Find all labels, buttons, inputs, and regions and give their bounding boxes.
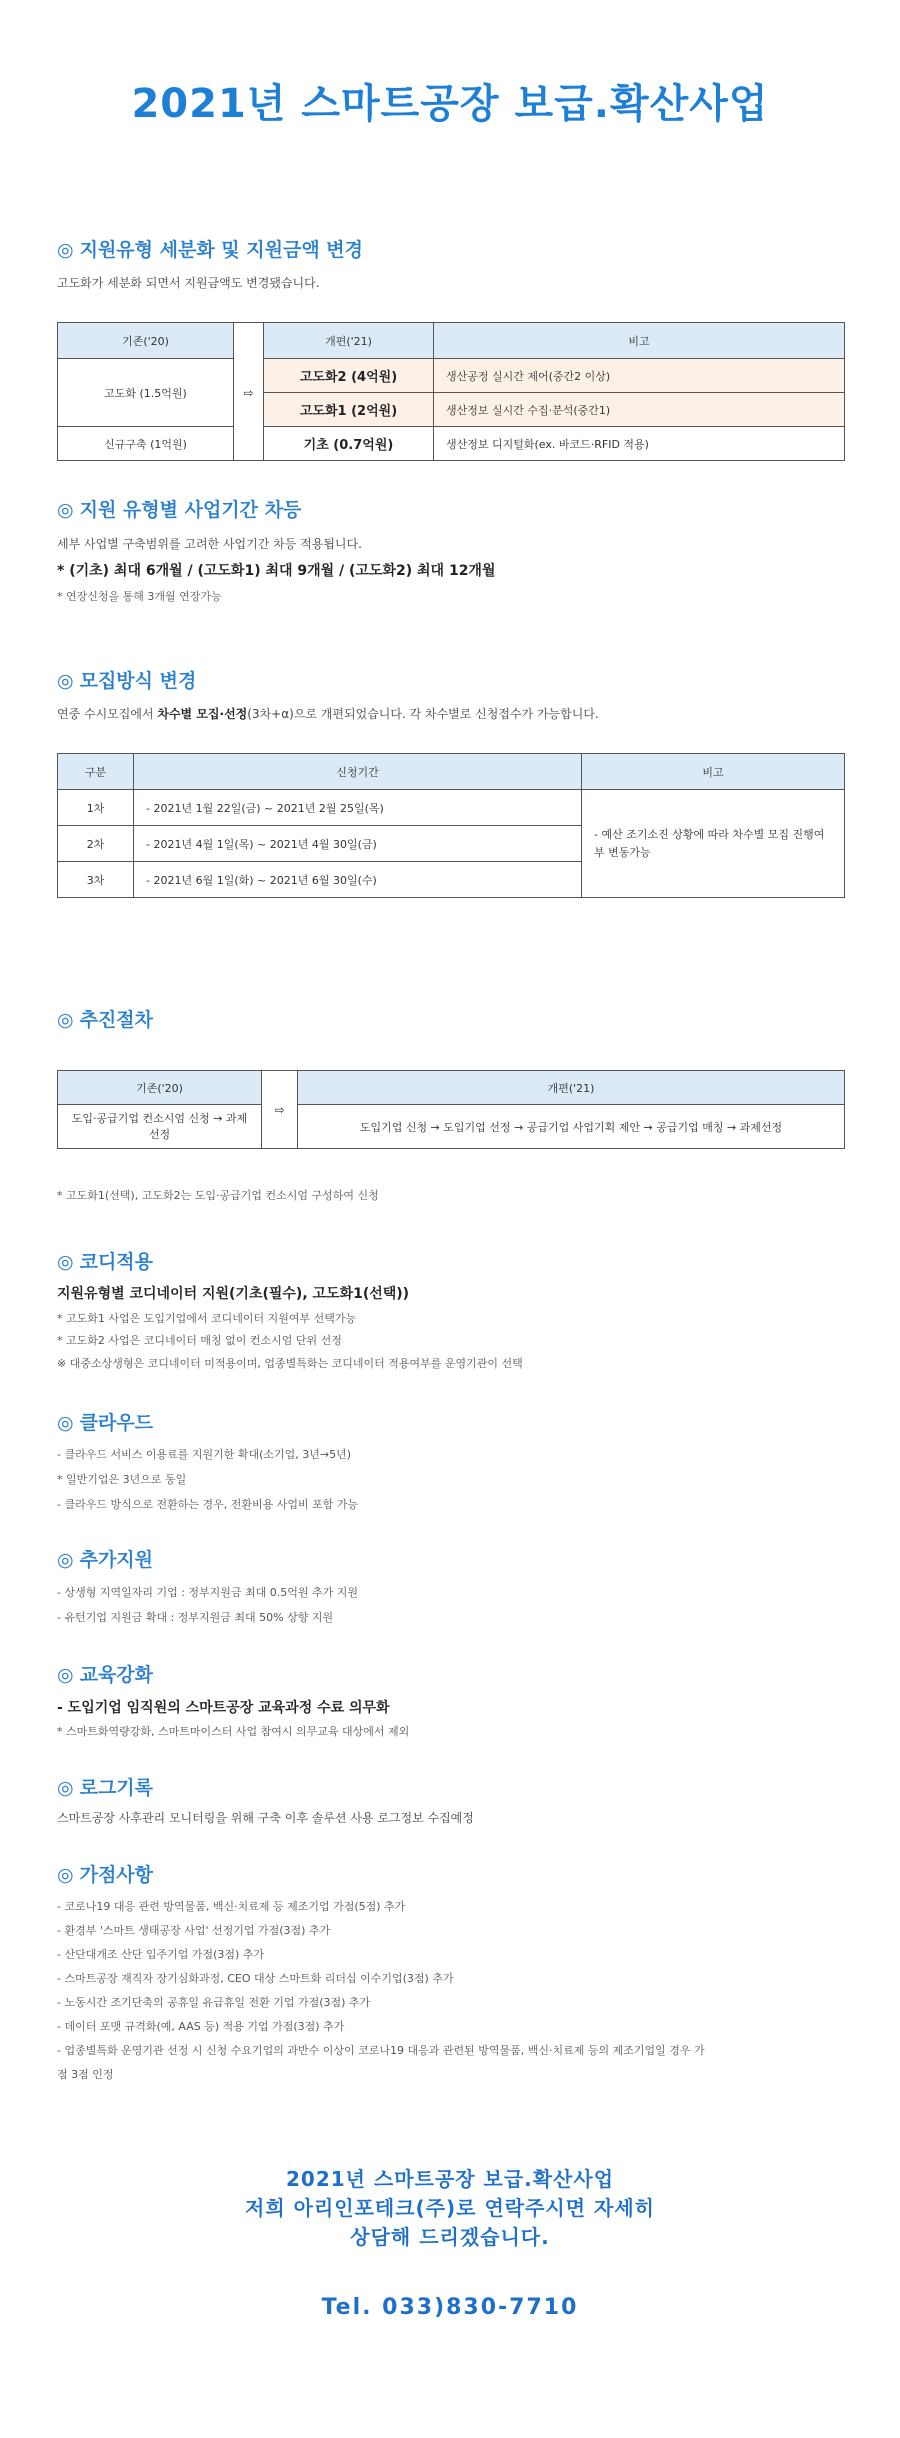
footer-line: 저희 아리인포테크(주)로 연락주시면 자세히 bbox=[245, 2196, 655, 2220]
section-note: * 고도화1(선택), 고도화2는 도입·공급기업 컨소시엄 구성하여 신청 bbox=[57, 1189, 379, 1202]
table-header: 기존('20) bbox=[58, 323, 234, 359]
bullet-mark: ◎ bbox=[57, 1549, 74, 1571]
footer-line: 2021년 스마트공장 보급.확산사업 bbox=[285, 2167, 615, 2191]
list-item: * 고도화1 사업은 도입기업에서 코디네이터 지원여부 선택가능 bbox=[57, 1312, 357, 1325]
table-cell: 생산공정 실시간 제어(중간2 이상) bbox=[434, 359, 845, 393]
table-header: 개편('21) bbox=[264, 323, 434, 359]
section-title-education: ◎ 교육강화 bbox=[57, 1664, 154, 1686]
list-item: - 상생형 지역일자리 기업 : 정부지원금 최대 0.5억원 추가 지원 bbox=[57, 1586, 359, 1599]
list-item: 점 3점 인정 bbox=[57, 2068, 114, 2081]
table-cell: 1차 bbox=[58, 790, 134, 826]
bullet-mark: ◎ bbox=[57, 1009, 74, 1031]
table-header: 신청기간 bbox=[134, 754, 582, 790]
bullet-mark: ◎ bbox=[57, 499, 74, 521]
section-desc: 고도화가 세분화 되면서 지원금액도 변경됐습니다. bbox=[57, 276, 320, 290]
section-bold-text: - 도입기업 임직원의 스마트공장 교육과정 수료 의무화 bbox=[57, 1700, 390, 1716]
table-header: 비고 bbox=[434, 323, 845, 359]
footer-line: 상담해 드리겠습니다. bbox=[350, 2225, 550, 2249]
section-desc: 스마트공장 사후관리 모니터링을 위해 구축 이후 솔루션 사용 로그정보 수집예정 bbox=[57, 1811, 474, 1825]
section-title-log: ◎ 로그기록 bbox=[57, 1777, 154, 1799]
table-cell: 고도화1 (2억원) bbox=[264, 393, 434, 427]
empty-cell bbox=[234, 323, 264, 359]
page-title: 2021년 스마트공장 보급.확산사업 bbox=[131, 81, 769, 127]
list-item: * 고도화2 사업은 코디네이터 매칭 없이 컨소시엄 단위 선정 bbox=[57, 1334, 342, 1347]
list-item: - 산단대개조 산단 입주기업 가점(3점) 추가 bbox=[57, 1948, 265, 1961]
bullet-mark: ◎ bbox=[57, 1777, 74, 1799]
table-cell: 고도화 (1.5억원) bbox=[58, 359, 234, 427]
list-item: - 유턴기업 지원금 확대 : 정부지원금 최대 50% 상향 지원 bbox=[57, 1611, 334, 1624]
section-bold-text: * (기초) 최대 6개월 / (고도화1) 최대 9개월 / (고도화2) 최대 12개월 bbox=[57, 563, 496, 579]
table-cell: 고도화2 (4억원) bbox=[264, 359, 434, 393]
list-item: - 환경부 '스마트 생태공장 사업' 선정기업 가점(3점) 추가 bbox=[57, 1924, 331, 1937]
bullet-mark: ◎ bbox=[57, 1664, 74, 1686]
list-item: ※ 대중소상생형은 코디네이터 미적용이며, 업종별특화는 코디네이터 적용여부를 운영기관이 선택 bbox=[57, 1357, 523, 1370]
section-title-period: ◎ 지원 유형별 사업기간 차등 bbox=[57, 499, 302, 521]
arrow-icon: ⇨ bbox=[262, 1071, 298, 1149]
bullet-mark: ◎ bbox=[57, 1864, 74, 1886]
table-cell: 생산정보 실시간 수집·분석(중간1) bbox=[434, 393, 845, 427]
section-note: * 연장신청을 통해 3개월 연장가능 bbox=[57, 590, 222, 603]
section-note: * 스마트화역량강화, 스마트마이스터 사업 참여시 의무교육 대상에서 제외 bbox=[57, 1725, 410, 1738]
list-item: - 스마트공장 재직자 장기심화과정, CEO 대상 스마트화 리더십 이수기업(3점) 추가 bbox=[57, 1972, 454, 1985]
table-cell: 기초 (0.7억원) bbox=[264, 427, 434, 461]
table-cell: 생산정보 디지털화(ex. 바코드·RFID 적용) bbox=[434, 427, 845, 461]
support-amount-table bbox=[57, 322, 845, 461]
bullet-mark: ◎ bbox=[57, 1412, 74, 1434]
list-item: - 데이터 포맷 규격화(예, AAS 등) 적용 기업 가점(3점) 추가 bbox=[57, 2020, 345, 2033]
section-title-cloud: ◎ 클라우드 bbox=[57, 1412, 154, 1434]
empty-cell bbox=[234, 427, 264, 461]
procedure-table bbox=[57, 1070, 845, 1149]
table-cell: - 2021년 1월 22일(금) ~ 2021년 2월 25일(목) bbox=[134, 790, 582, 826]
phone-number[interactable]: Tel. 033)830-7710 bbox=[321, 2295, 579, 2320]
section-title-support-types: ◎ 지원유형 세분화 및 지원금액 변경 bbox=[57, 239, 364, 261]
list-item: - 코로나19 대응 관련 방역물품, 백신·치료제 등 제조기업 가점(5점) 추가 bbox=[57, 1900, 406, 1913]
section-title-recruit: ◎ 모집방식 변경 bbox=[57, 670, 197, 692]
bullet-mark: ◎ bbox=[57, 670, 74, 692]
list-item: - 업종별특화 운영기관 선정 시 신청 수요기업의 과반수 이상이 코로나19 대응과 관련된 방역물품, 백신·치료제 등의 제조기업일 경우 가 bbox=[57, 2044, 705, 2057]
recruit-schedule-table bbox=[57, 753, 845, 898]
table-header: 비고 bbox=[582, 754, 845, 790]
section-desc: 연중 수시모집에서 차수별 모집·선정(3차+α)으로 개편되었습니다. 각 차수별로 신청접수가 가능합니다. bbox=[57, 707, 599, 721]
section-title-procedure: ◎ 추진절차 bbox=[57, 1009, 154, 1031]
table-cell: - 2021년 4월 1일(목) ~ 2021년 4월 30일(금) bbox=[134, 826, 582, 862]
list-item: - 클라우드 서비스 이용료를 지원기한 확대(소기업, 3년→5년) bbox=[57, 1448, 352, 1461]
bullet-mark: ◎ bbox=[57, 1251, 74, 1273]
section-title-extra-support: ◎ 추가지원 bbox=[57, 1549, 154, 1571]
section-title-coordi: ◎ 코디적용 bbox=[57, 1251, 154, 1273]
arrow-icon: ⇨ bbox=[234, 359, 264, 427]
table-cell: - 예산 조기소진 상황에 따라 차수별 모집 진행여부 변동가능 bbox=[582, 790, 845, 898]
section-bold-text: 지원유형별 코디네이터 지원(기초(필수), 고도화1(선택)) bbox=[57, 1286, 410, 1302]
table-header: 기존('20) bbox=[58, 1071, 262, 1105]
table-header: 구분 bbox=[58, 754, 134, 790]
list-item: - 노동시간 조기단축의 공휴일 유급휴일 전환 기업 가점(3점) 추가 bbox=[57, 1996, 371, 2009]
table-cell: 2차 bbox=[58, 826, 134, 862]
table-cell: - 2021년 6월 1일(화) ~ 2021년 6월 30일(수) bbox=[134, 862, 582, 898]
list-item: * 일반기업은 3년으로 동일 bbox=[57, 1473, 187, 1486]
table-header: 개편('21) bbox=[298, 1071, 845, 1105]
section-title-bonus: ◎ 가점사항 bbox=[57, 1864, 154, 1886]
bullet-mark: ◎ bbox=[57, 239, 74, 261]
list-item: - 클라우드 방식으로 전환하는 경우, 전환비용 사업비 포함 가능 bbox=[57, 1498, 359, 1511]
section-desc: 세부 사업별 구축범위를 고려한 사업기간 차등 적용됩니다. bbox=[57, 537, 362, 551]
table-cell: 3차 bbox=[58, 862, 134, 898]
table-cell: 도입기업 신청 → 도입기업 선정 → 공급기업 사업기획 제안 → 공급기업 매칭 → 과제선정 bbox=[298, 1105, 845, 1149]
table-cell: 도입·공급기업 컨소시엄 신청 → 과제선정 bbox=[58, 1105, 262, 1149]
table-cell: 신규구축 (1억원) bbox=[58, 427, 234, 461]
